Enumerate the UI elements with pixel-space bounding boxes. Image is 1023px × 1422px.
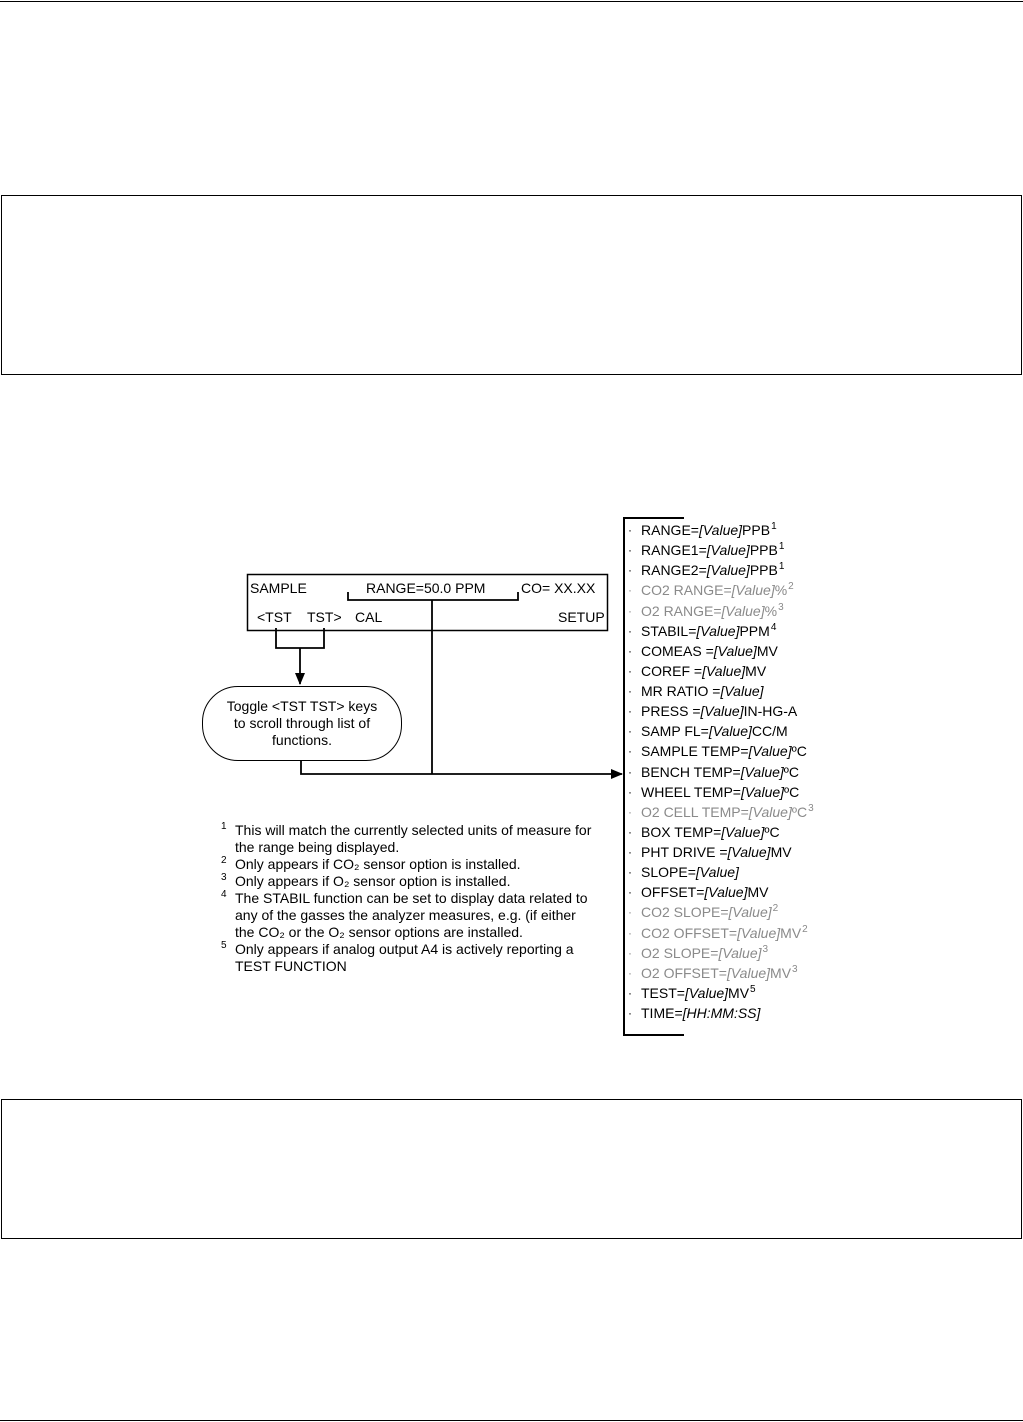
test-function-item xyxy=(628,862,928,882)
bullet-icon: · xyxy=(628,704,632,719)
function-text xyxy=(641,721,788,741)
function-value: [Value] xyxy=(708,723,752,740)
function-unit: MV xyxy=(756,642,778,659)
footnote-ref: 3 xyxy=(808,802,814,814)
bullet-icon: · xyxy=(628,845,632,859)
bullet-icon: · xyxy=(628,543,632,558)
function-label: COMEAS = xyxy=(641,642,714,659)
test-function-item xyxy=(628,580,928,600)
test-function-item xyxy=(628,943,928,963)
bullet-icon: · xyxy=(628,764,632,779)
function-value: [Value] xyxy=(684,984,729,1001)
function-value: [Value] xyxy=(721,823,765,840)
function-label: O2 OFFSET= xyxy=(641,964,727,981)
setup-button[interactable]: SETUP xyxy=(558,609,605,625)
instruction-bubble xyxy=(202,686,402,761)
footnote-ref: 3 xyxy=(778,601,784,613)
function-value: [Value] xyxy=(720,683,764,699)
function-label: O2 CELL TEMP= xyxy=(641,803,749,820)
function-text xyxy=(641,862,739,882)
lcd-range-label: RANGE=50.0 PPM xyxy=(366,580,486,596)
footnote-text: Only appears if analog output A4 is actively reporting a xyxy=(235,941,574,957)
footnote-number: 3 xyxy=(221,872,227,883)
bullet-icon: · xyxy=(628,563,632,578)
footnote-ref: 1 xyxy=(771,521,777,532)
function-value: [Value] xyxy=(704,884,748,901)
function-text xyxy=(641,963,798,983)
footnote-ref: 3 xyxy=(762,943,769,955)
function-unit: PPB xyxy=(749,542,778,559)
function-label: SAMPLE TEMP= xyxy=(641,743,749,760)
bullet-icon: · xyxy=(628,925,632,940)
footnote-text: the range being displayed. xyxy=(235,839,400,855)
function-text xyxy=(641,882,768,902)
function-unit: MV xyxy=(728,984,750,1001)
footnote-ref: 1 xyxy=(778,561,785,573)
function-label: MR RATIO = xyxy=(641,683,721,699)
footnote-text: the CO₂ or the O₂ sensor options are installed. xyxy=(235,924,523,940)
test-function-item xyxy=(628,923,928,943)
bubble-line: functions. xyxy=(272,732,332,748)
bubble-line: Toggle <TST TST> keys xyxy=(226,698,378,714)
function-label: O2 SLOPE= xyxy=(641,944,719,961)
function-text xyxy=(641,842,792,862)
test-function-item xyxy=(628,762,928,782)
lcd-co-label: CO= XX.XX xyxy=(521,580,596,596)
test-function-item xyxy=(628,641,928,661)
bubble-connector xyxy=(301,761,622,774)
function-unit: MV xyxy=(770,844,792,860)
bullet-icon: · xyxy=(628,523,632,537)
test-function-item xyxy=(628,782,928,802)
test-function-item xyxy=(628,741,928,761)
function-text xyxy=(641,661,766,681)
function-value: [Value] xyxy=(695,864,739,881)
bullet-icon: · xyxy=(628,1006,632,1020)
footnote xyxy=(221,873,601,890)
bullet-icon: · xyxy=(628,865,632,880)
function-text xyxy=(641,923,808,943)
tst-left-button[interactable]: <TST xyxy=(257,609,292,625)
function-label: PRESS = xyxy=(641,703,701,720)
test-function-item xyxy=(628,983,928,1003)
footnote-number: 1 xyxy=(221,821,227,832)
function-text xyxy=(641,741,807,761)
footnote-text: TEST FUNCTION xyxy=(235,958,347,974)
function-label: TIME= xyxy=(641,1005,683,1021)
bullet-icon: · xyxy=(628,945,632,960)
function-text xyxy=(641,520,777,540)
function-text xyxy=(641,540,784,560)
function-label: SAMP FL= xyxy=(641,723,709,740)
function-value: [Value] xyxy=(696,622,740,639)
function-value: [Value] xyxy=(718,944,762,961)
footnote-text: The STABIL function can be set to display data related to xyxy=(235,890,588,906)
test-function-item xyxy=(628,560,928,580)
function-value: [Value] xyxy=(706,542,750,559)
footnote-text: any of the gasses the analyzer measures, e.g. (if either xyxy=(235,907,576,923)
bullet-icon: · xyxy=(628,784,632,799)
function-label: SLOPE= xyxy=(641,864,696,881)
bullet-icon: · xyxy=(628,724,632,739)
function-value: [Value] xyxy=(706,562,750,579)
tst-right-button[interactable]: TST> xyxy=(307,609,342,625)
function-value: [Value] xyxy=(740,763,784,780)
function-unit: ºC xyxy=(783,763,800,780)
function-label: RANGE2= xyxy=(641,562,707,579)
lcd-sample-label: SAMPLE xyxy=(250,580,307,596)
function-text xyxy=(641,902,778,922)
function-text xyxy=(641,701,797,721)
bullet-icon: · xyxy=(628,804,632,819)
function-unit: MV xyxy=(745,662,767,679)
footnote-text: This will match the currently selected units of measure for xyxy=(235,822,592,838)
footnote-ref: 2 xyxy=(802,923,808,935)
function-value: [Value] xyxy=(726,964,771,981)
function-unit: PPM xyxy=(739,622,770,639)
function-label: COREF = xyxy=(641,662,703,679)
function-text xyxy=(641,681,764,701)
footnote-ref: 2 xyxy=(772,903,779,915)
function-unit: PPB xyxy=(742,522,771,538)
function-unit: CC/M xyxy=(751,723,788,740)
footnote-number: 2 xyxy=(221,855,227,866)
test-function-item xyxy=(628,601,928,621)
function-label: OFFSET= xyxy=(641,884,705,901)
function-unit: ºC xyxy=(784,783,800,800)
function-value: [Value] xyxy=(702,662,746,679)
footnote-ref: 2 xyxy=(788,581,794,593)
test-function-item xyxy=(628,963,928,983)
bullet-icon: · xyxy=(628,663,632,678)
function-label: WHEEL TEMP= xyxy=(641,783,741,800)
footnote xyxy=(221,890,601,941)
test-function-item xyxy=(628,721,928,741)
function-unit: % xyxy=(774,582,788,599)
test-function-item xyxy=(628,681,928,701)
test-function-item xyxy=(628,621,928,641)
function-value: [Value] xyxy=(721,602,765,619)
function-label: STABIL= xyxy=(641,622,697,639)
footnote xyxy=(221,856,601,873)
function-label: BENCH TEMP= xyxy=(641,763,741,780)
function-value: [Value] xyxy=(737,924,781,941)
function-value: [Value] xyxy=(748,743,792,760)
bullet-icon: · xyxy=(628,905,632,920)
bullet-icon: · xyxy=(628,643,632,658)
function-unit: IN-HG-A xyxy=(743,703,798,720)
test-function-item xyxy=(628,701,928,721)
test-function-item xyxy=(628,822,928,842)
function-unit: ºC xyxy=(764,823,780,840)
function-label: CO2 OFFSET= xyxy=(641,924,738,941)
bullet-icon: · xyxy=(628,985,632,1000)
function-value: [Value] xyxy=(727,844,771,860)
footnote-ref: 5 xyxy=(750,983,756,995)
footnote-text: Only appears if O₂ sensor option is installed. xyxy=(235,873,511,889)
bullet-icon: · xyxy=(628,965,632,980)
function-label: O2 RANGE= xyxy=(641,602,722,619)
bubble-line: to scroll through list of xyxy=(233,715,371,731)
function-unit: ºC xyxy=(791,803,808,820)
function-text xyxy=(641,762,799,782)
function-value: [Value] xyxy=(728,904,772,921)
footnote xyxy=(221,822,601,856)
test-function-item xyxy=(628,802,928,822)
function-label: BOX TEMP= xyxy=(641,823,722,840)
test-function-item xyxy=(628,882,928,902)
footnote-text: Only appears if CO₂ sensor option is installed. xyxy=(235,856,521,872)
function-text xyxy=(641,802,814,822)
function-value: [Value] xyxy=(748,803,792,820)
footnote xyxy=(221,941,601,975)
function-value: [HH:MM:SS] xyxy=(682,1005,761,1021)
bullet-icon: · xyxy=(628,623,632,638)
function-text xyxy=(641,943,768,963)
function-unit: MV xyxy=(770,964,792,981)
function-label: TEST= xyxy=(641,984,685,1001)
function-text xyxy=(641,641,778,661)
test-function-item xyxy=(628,902,928,922)
bullet-icon: · xyxy=(628,603,632,618)
function-value: [Value] xyxy=(731,582,775,599)
footnote-number: 4 xyxy=(221,889,227,900)
cal-button[interactable]: CAL xyxy=(355,609,383,625)
function-unit: % xyxy=(764,602,778,619)
bullet-icon: · xyxy=(628,583,632,598)
function-text xyxy=(641,601,784,621)
function-text xyxy=(641,1003,760,1023)
function-text xyxy=(641,621,776,641)
function-value: [Value] xyxy=(698,522,743,538)
function-label: PHT DRIVE = xyxy=(641,844,728,860)
footnotes xyxy=(221,822,601,975)
test-function-item xyxy=(628,520,928,540)
footnote-ref: 4 xyxy=(770,621,777,633)
function-value: [Value] xyxy=(740,783,785,800)
function-value: [Value] xyxy=(713,642,757,659)
function-text xyxy=(641,983,756,1003)
bullet-icon: · xyxy=(628,684,632,698)
function-label: CO2 RANGE= xyxy=(641,582,732,599)
function-value: [Value] xyxy=(700,703,744,720)
test-function-item xyxy=(628,540,928,560)
bullet-icon: · xyxy=(628,885,632,900)
function-label: CO2 SLOPE= xyxy=(641,904,729,921)
test-function-item xyxy=(628,842,928,862)
bullet-icon: · xyxy=(628,744,632,759)
footnote-ref: 1 xyxy=(778,541,785,553)
footnote-number: 5 xyxy=(221,940,227,951)
function-unit: MV xyxy=(747,884,769,901)
test-function-item xyxy=(628,1003,928,1023)
function-text xyxy=(641,822,780,842)
test-function-item xyxy=(628,661,928,681)
function-unit: PPB xyxy=(749,562,778,579)
function-text xyxy=(641,782,799,802)
test-function-list xyxy=(628,520,928,1023)
bullet-icon: · xyxy=(628,824,632,839)
function-text xyxy=(641,560,784,580)
function-label: RANGE= xyxy=(641,522,699,538)
function-unit: MV xyxy=(780,924,802,941)
function-label: RANGE1= xyxy=(641,542,707,559)
function-unit: ºC xyxy=(791,743,807,760)
footnote-ref: 3 xyxy=(792,963,798,975)
function-text xyxy=(641,580,794,600)
